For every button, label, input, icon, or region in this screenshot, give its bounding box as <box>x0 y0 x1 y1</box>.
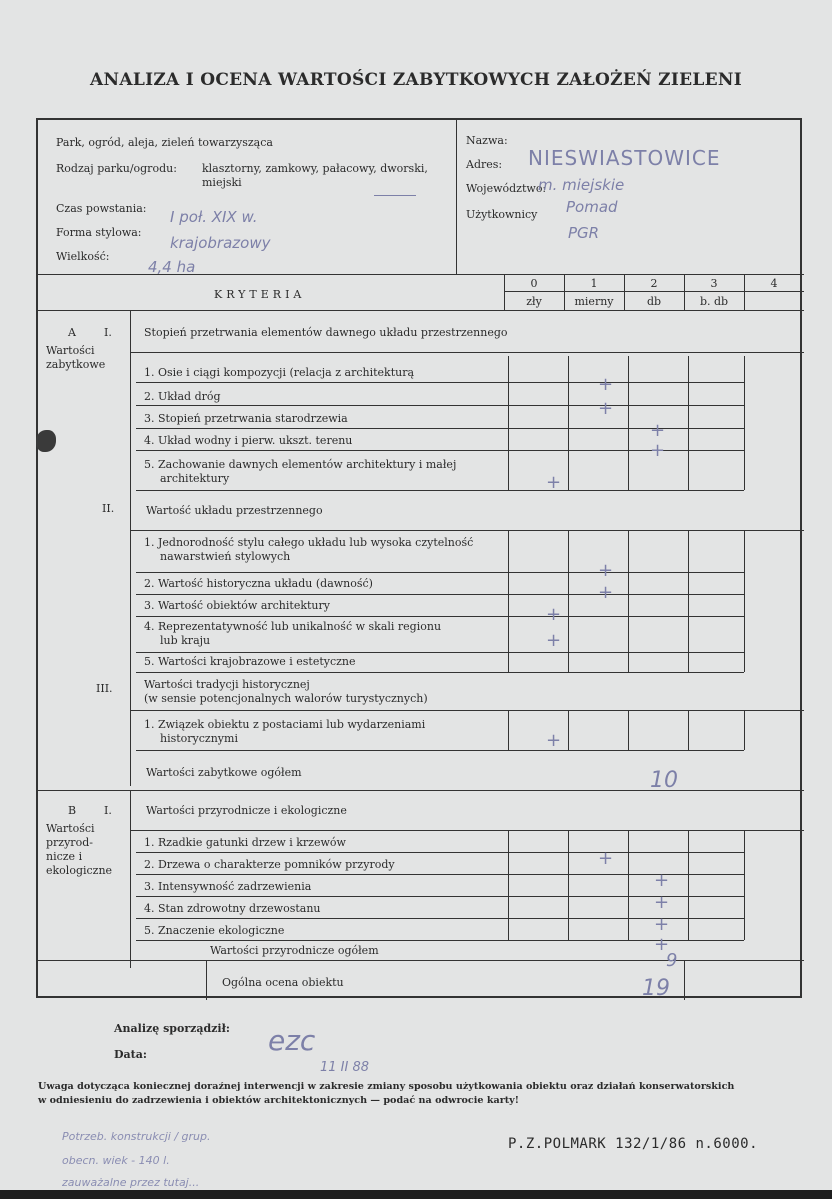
handwritten-note-2: obecn. wiek - 140 l. <box>62 1154 170 1167</box>
note-line-1: Uwaga dotycząca koniecznej doraźnej interwencji w zakresie zmiany sposobu użytkowania obiektu oraz działań konserwatorskich <box>38 1081 735 1092</box>
header-divider <box>456 120 457 274</box>
handwritten-total-a: 10 <box>650 768 678 793</box>
check-mark: + <box>650 420 666 441</box>
b-item-3: 3. Intensywność zadrzewienia <box>144 880 312 893</box>
forma-label: Forma stylowa: <box>56 226 142 239</box>
a-ii-item-1b: nawarstwień stylowych <box>160 550 291 563</box>
nazwa-label: Nazwa: <box>466 134 508 147</box>
check-mark: + <box>598 374 614 395</box>
overall-label: Ogólna ocena obiektu <box>222 976 344 989</box>
wielkosc-label: Wielkość: <box>56 250 110 263</box>
wojewodztwo-label: Województwo: <box>466 182 547 195</box>
check-mark: + <box>598 848 614 869</box>
section-b-name: Wartości <box>46 822 95 835</box>
handwritten-size: 4,4 ha <box>148 258 196 276</box>
czas-label: Czas powstania: <box>56 202 147 215</box>
handwritten-note-3: zauważalne przez tutaj... <box>62 1176 200 1189</box>
handwritten-date: 11 II 88 <box>320 1060 370 1075</box>
bottom-edge <box>0 1190 832 1199</box>
handwritten-signature: ezc <box>268 1024 316 1057</box>
check-mark: + <box>598 398 614 419</box>
a-iii-item-1b: historycznymi <box>160 732 238 745</box>
a-ii-title: Wartość układu przestrzennego <box>146 504 323 517</box>
check-mark: + <box>654 934 670 955</box>
section-a-ii-num: II. <box>102 502 115 515</box>
handwritten-users-2: PGR <box>568 224 600 242</box>
b-item-2: 2. Drzewa o charakterze pomników przyrody <box>144 858 395 871</box>
adres-label: Adres: <box>466 158 503 171</box>
date-label: Data: <box>114 1048 147 1061</box>
handwritten-total-b: 9 <box>666 950 678 971</box>
a-iii-item-1: 1. Związek obiektu z postaciami lub wydarzeniami <box>144 718 426 731</box>
section-a-letter: A <box>68 326 76 339</box>
handwritten-voivodeship: m. miejskie <box>538 176 625 194</box>
uzytkownicy-label: Użytkownicy <box>466 208 538 221</box>
check-mark: + <box>654 914 670 935</box>
section-b-name-4: ekologiczne <box>46 864 113 877</box>
check-mark: + <box>546 604 562 625</box>
score-4-num: 4 <box>770 277 778 290</box>
a-i-item-5: 5. Zachowanie dawnych elementów architektury i małej <box>144 458 457 471</box>
score-3-num: 3 <box>710 277 718 290</box>
handwritten-underline <box>374 195 416 196</box>
note-line-2: w odniesieniu do zadrzewienia i obiektów architektonicznych — podać na odwrocie karty! <box>38 1095 519 1106</box>
handwritten-date-created: I poł. XIX w. <box>170 208 258 226</box>
punch-hole <box>36 430 56 452</box>
check-mark: + <box>546 630 562 651</box>
a-i-item-2: 2. Układ dróg <box>144 390 221 403</box>
a-i-item-4: 4. Układ wodny i pierw. ukszt. terenu <box>144 434 353 447</box>
score-3-label: b. db <box>699 295 729 308</box>
b-item-4: 4. Stan zdrowotny drzewostanu <box>144 902 321 915</box>
a-ii-item-5: 5. Wartości krajobrazowe i estetyczne <box>144 655 356 668</box>
score-2-num: 2 <box>650 277 658 290</box>
handwritten-total: 19 <box>642 976 670 1001</box>
handwritten-style: krajobrazowy <box>170 234 271 252</box>
a-i-item-5b: architektury <box>160 472 230 485</box>
a-iii-title-2: (w sensie potencjonalnych walorów turystycznych) <box>144 692 428 705</box>
section-b-name-3: nicze i <box>46 850 83 863</box>
a-iii-title: Wartości tradycji historycznej <box>144 678 310 691</box>
section-a-iii-num: III. <box>96 682 113 695</box>
a-ii-item-4: 4. Reprezentatywność lub unikalność w skali regionu <box>144 620 442 633</box>
check-mark: + <box>650 440 666 461</box>
form-sheet <box>36 118 802 1001</box>
score-1-label: mierny <box>574 295 614 308</box>
b-i-title: Wartości przyrodnicze i ekologiczne <box>146 804 347 817</box>
handwritten-users: Pomad <box>566 198 618 216</box>
b-item-1: 1. Rzadkie gatunki drzew i krzewów <box>144 836 346 849</box>
rodzaj-label: Rodzaj parku/ogrodu: <box>56 162 177 175</box>
a-ii-item-2: 2. Wartość historyczna układu (dawność) <box>144 577 373 590</box>
a-i-item-3: 3. Stopień przetrwania starodrzewia <box>144 412 348 425</box>
note-block <box>38 1080 808 1108</box>
check-mark: + <box>546 730 562 751</box>
a-total-label: Wartości zabytkowe ogółem <box>146 766 302 779</box>
handwritten-note-1: Potrzeb. konstrukcji / grup. <box>62 1130 211 1143</box>
score-2-label: db <box>646 295 662 308</box>
a-ii-item-1: 1. Jednorodność stylu całego układu lub wysoka czytelność <box>144 536 474 549</box>
section-b-letter: B <box>68 804 77 817</box>
check-mark: + <box>654 892 670 913</box>
page-title: ANALIZA I OCENA WARTOŚCI ZABYTKOWYCH ZAŁOŻEŃ ZIELENI <box>90 70 742 90</box>
section-b-name-2: przyrod- <box>46 836 93 849</box>
handwritten-address: NIESWIASTOWICE <box>528 146 721 170</box>
park-label: Park, ogród, aleja, zieleń towarzysząca <box>56 136 273 149</box>
a-ii-item-3: 3. Wartość obiektów architektury <box>144 599 330 612</box>
check-mark: + <box>654 870 670 891</box>
section-a-name: Wartości <box>46 344 95 357</box>
check-mark: + <box>598 582 614 603</box>
score-1-num: 1 <box>590 277 598 290</box>
printer-mark: P.Z.POLMARK 132/1/86 n.6000. <box>508 1136 759 1152</box>
score-0-label: zły <box>526 295 542 308</box>
a-ii-item-4b: lub kraju <box>160 634 211 647</box>
analysed-by-label: Analizę sporządził: <box>114 1022 230 1035</box>
check-mark: + <box>598 560 614 581</box>
section-a-name-2: zabytkowe <box>46 358 106 371</box>
rodzaj-options-2: miejski <box>202 176 242 189</box>
check-mark: + <box>546 472 562 493</box>
a-i-title: Stopień przetrwania elementów dawnego układu przestrzennego <box>144 326 508 339</box>
score-0-num: 0 <box>530 277 538 290</box>
a-i-item-1: 1. Osie i ciągi kompozycji (relacja z architekturą <box>144 366 415 379</box>
b-item-5: 5. Znaczenie ekologiczne <box>144 924 285 937</box>
section-a-i-num: I. <box>104 326 112 339</box>
b-total-label: Wartości przyrodnicze ogółem <box>210 944 379 957</box>
section-b-i-num: I. <box>104 804 112 817</box>
rodzaj-options: klasztorny, zamkowy, pałacowy, dworski, <box>202 162 428 175</box>
kryteria-heading: KRYTERIA <box>214 288 306 301</box>
